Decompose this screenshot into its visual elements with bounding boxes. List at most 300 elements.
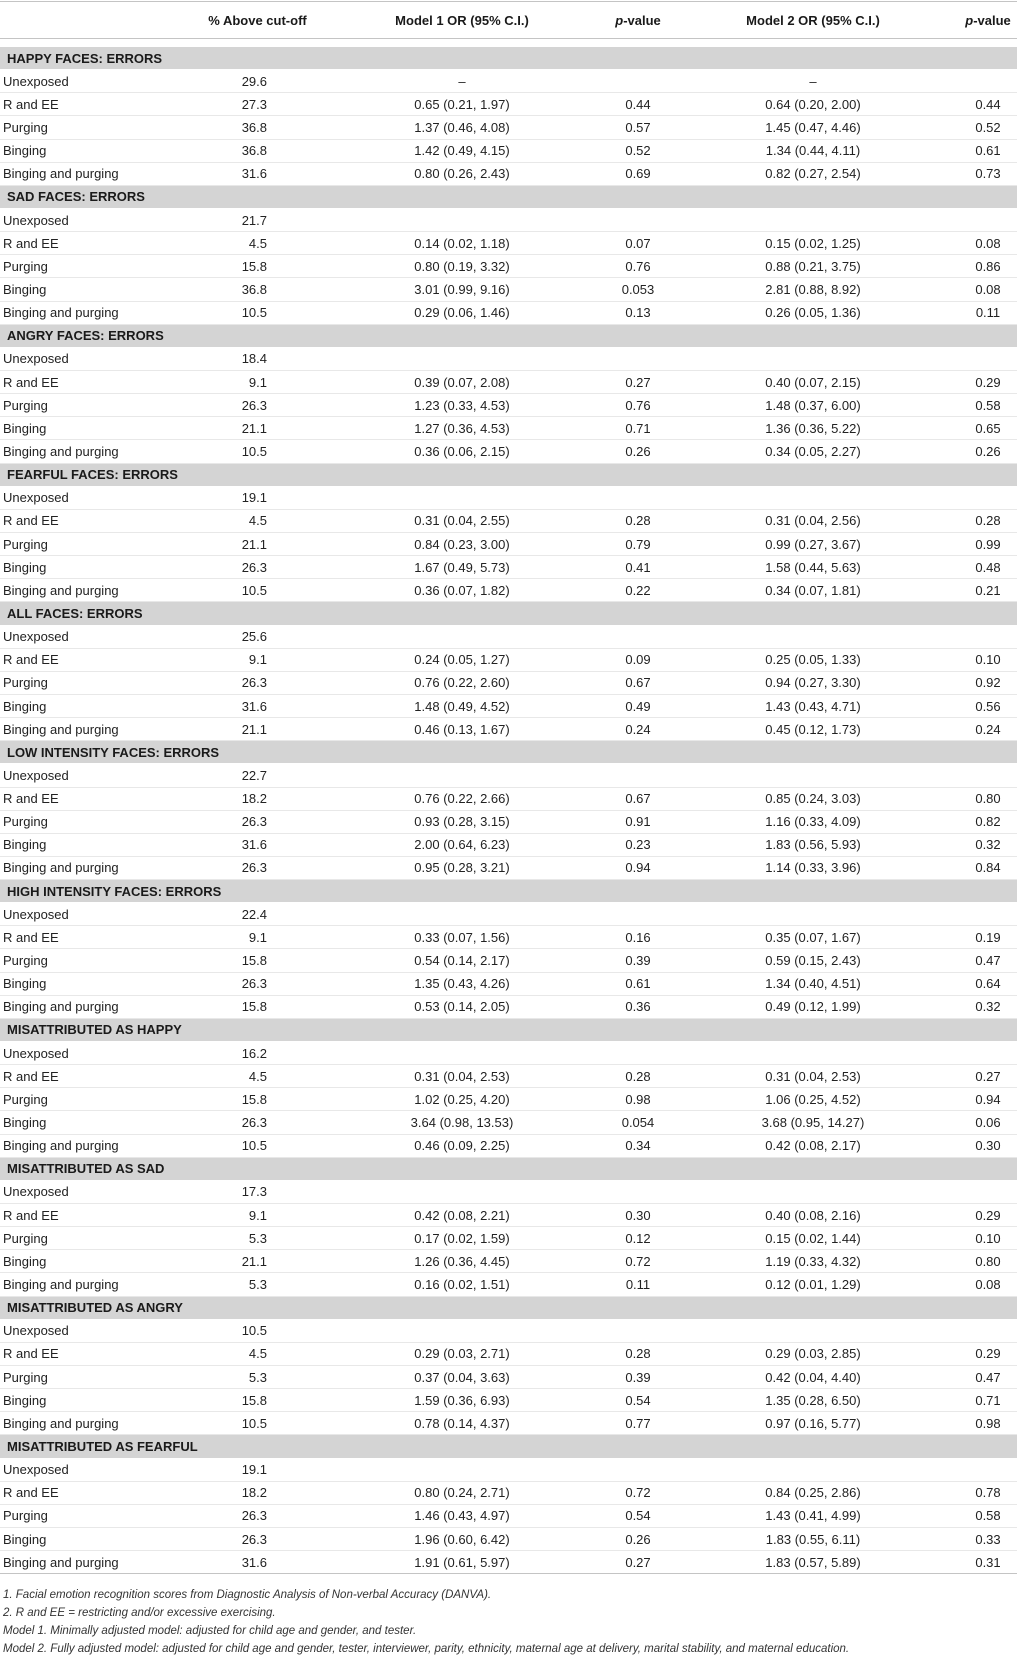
pct-above-cutoff: 10.5 xyxy=(241,582,267,598)
table-row xyxy=(0,70,1017,93)
model2-p-value: 0.32 xyxy=(975,999,1001,1015)
model1-or: 3.64 (0.98, 13.53) xyxy=(410,1115,514,1131)
table-row xyxy=(0,834,1017,857)
pct-above-cutoff: 15.8 xyxy=(241,999,267,1015)
model1-or: 0.76 (0.22, 2.66) xyxy=(414,791,510,807)
group-label: Binging and purging xyxy=(3,443,119,459)
section-header: LOW INTENSITY FACES: ERRORS xyxy=(0,741,1017,764)
model2-or: 1.35 (0.28, 6.50) xyxy=(765,1392,861,1408)
header-model2-p-value xyxy=(959,13,1017,28)
model2-or: 1.06 (0.25, 4.52) xyxy=(765,1091,861,1107)
pct-above-cutoff: 31.6 xyxy=(241,837,267,853)
model2-or: 0.15 (0.02, 1.25) xyxy=(765,235,861,251)
group-label: Binging xyxy=(3,281,47,297)
model1-or: 1.46 (0.43, 4.97) xyxy=(414,1508,510,1524)
pct-above-cutoff: 15.8 xyxy=(241,953,267,969)
table-row xyxy=(0,1088,1017,1111)
pct-above-cutoff: 21.1 xyxy=(241,420,267,436)
model2-or: 0.59 (0.15, 2.43) xyxy=(765,953,861,969)
group-label: Binging and purging xyxy=(3,305,119,321)
model2-p-value: 0.26 xyxy=(975,443,1001,459)
group-label: Binging and purging xyxy=(3,1277,119,1293)
model1-or: 0.93 (0.28, 3.15) xyxy=(414,814,510,830)
pct-above-cutoff: 22.4 xyxy=(241,906,267,922)
group-label: Unexposed xyxy=(3,906,69,922)
table-row xyxy=(0,1551,1017,1574)
model2-or: 0.85 (0.24, 3.03) xyxy=(765,791,861,807)
model2-or: 0.42 (0.08, 2.17) xyxy=(765,1138,861,1154)
model1-p-value: 0.76 xyxy=(625,397,651,413)
model2-or: 0.88 (0.21, 3.75) xyxy=(765,258,861,274)
pct-above-cutoff: 15.8 xyxy=(241,1091,267,1107)
model1-p-value: 0.13 xyxy=(625,305,651,321)
section-header: HIGH INTENSITY FACES: ERRORS xyxy=(0,880,1017,903)
model2-p-value: 0.30 xyxy=(975,1138,1001,1154)
group-label: Binging and purging xyxy=(3,1415,119,1431)
table-row xyxy=(0,1320,1017,1343)
model1-p-value: 0.69 xyxy=(625,166,651,182)
model1-p-value: 0.54 xyxy=(625,1392,651,1408)
pct-above-cutoff: 26.3 xyxy=(241,397,267,413)
table-row xyxy=(0,93,1017,116)
table-row xyxy=(0,209,1017,232)
model2-or: 1.16 (0.33, 4.09) xyxy=(765,814,861,830)
section-header: ALL FACES: ERRORS xyxy=(0,602,1017,625)
model1-p-value: 0.67 xyxy=(625,791,651,807)
model2-p-value: 0.29 xyxy=(975,1346,1001,1362)
model1-p-value: 0.28 xyxy=(625,513,651,529)
model2-p-value: 0.24 xyxy=(975,721,1001,737)
model2-p-value: 0.71 xyxy=(975,1392,1001,1408)
table-row xyxy=(0,1204,1017,1227)
pct-above-cutoff: 26.3 xyxy=(241,1115,267,1131)
pct-above-cutoff: 9.1 xyxy=(248,374,267,390)
model2-p-value: 0.44 xyxy=(975,96,1001,112)
table-row xyxy=(0,487,1017,510)
model2-p-value: 0.11 xyxy=(975,305,1001,321)
model2-or: 1.83 (0.57, 5.89) xyxy=(765,1554,861,1570)
model2-or: 0.31 (0.04, 2.56) xyxy=(765,513,861,529)
group-label: Binging and purging xyxy=(3,582,119,598)
pct-above-cutoff: 36.8 xyxy=(241,281,267,297)
pct-above-cutoff: 25.6 xyxy=(241,629,267,645)
group-label: Purging xyxy=(3,814,48,830)
pct-above-cutoff: 15.8 xyxy=(241,1392,267,1408)
pct-above-cutoff: 31.6 xyxy=(241,698,267,714)
model1-or: 1.37 (0.46, 4.08) xyxy=(414,119,510,135)
model1-p-value: 0.54 xyxy=(625,1508,651,1524)
model2-p-value: 0.08 xyxy=(975,1277,1001,1293)
model2-p-value: 0.08 xyxy=(975,235,1001,251)
model2-p-value: 0.86 xyxy=(975,258,1001,274)
table-row xyxy=(0,232,1017,255)
model2-p-value: 0.06 xyxy=(975,1115,1001,1131)
pct-above-cutoff: 26.3 xyxy=(241,559,267,575)
header-p-rest: -value xyxy=(623,12,661,28)
model1-p-value: 0.053 xyxy=(621,281,655,297)
group-label: Binging and purging xyxy=(3,1554,119,1570)
group-label: Binging xyxy=(3,698,47,714)
group-label: Binging xyxy=(3,1392,47,1408)
table-row xyxy=(0,973,1017,996)
model1-p-value: 0.39 xyxy=(625,953,651,969)
pct-above-cutoff: 18.2 xyxy=(241,1485,267,1501)
group-label: Unexposed xyxy=(3,1045,69,1061)
model1-or: 0.80 (0.19, 3.32) xyxy=(414,258,510,274)
model1-or: 0.46 (0.13, 1.67) xyxy=(414,721,510,737)
group-label: R and EE xyxy=(3,791,59,807)
pct-above-cutoff: 21.1 xyxy=(241,721,267,737)
pct-above-cutoff: 10.5 xyxy=(241,1323,267,1339)
model2-or: 0.35 (0.07, 1.67) xyxy=(765,929,861,945)
pct-above-cutoff: 31.6 xyxy=(241,166,267,182)
table-row xyxy=(0,1181,1017,1204)
model2-p-value: 0.47 xyxy=(975,953,1001,969)
model2-p-value: 0.92 xyxy=(975,675,1001,691)
model2-or: 0.82 (0.27, 2.54) xyxy=(765,166,861,182)
table-row xyxy=(0,163,1017,186)
model1-p-value: 0.79 xyxy=(625,536,651,552)
model1-or: 1.35 (0.43, 4.26) xyxy=(414,976,510,992)
model1-or: 1.59 (0.36, 6.93) xyxy=(414,1392,510,1408)
section-header: ANGRY FACES: ERRORS xyxy=(0,325,1017,348)
table-row xyxy=(0,116,1017,139)
table-row xyxy=(0,302,1017,325)
model2-or: 1.48 (0.37, 6.00) xyxy=(765,397,861,413)
model1-or: 0.37 (0.04, 3.63) xyxy=(414,1369,510,1385)
group-label: R and EE xyxy=(3,1207,59,1223)
group-label: Binging xyxy=(3,420,47,436)
section-header: MISATTRIBUTED AS FEARFUL xyxy=(0,1435,1017,1458)
table-row xyxy=(0,371,1017,394)
group-label: R and EE xyxy=(3,513,59,529)
group-label: Binging xyxy=(3,1531,47,1547)
model2-p-value: 0.47 xyxy=(975,1369,1001,1385)
header-model1-p-value xyxy=(609,13,667,28)
header-p-italic: p xyxy=(615,12,624,28)
model1-or: 2.00 (0.64, 6.23) xyxy=(414,837,510,853)
header-p-italic: p xyxy=(965,12,974,28)
pct-above-cutoff: 4.5 xyxy=(248,235,267,251)
model2-p-value: 0.10 xyxy=(975,652,1001,668)
group-label: Binging xyxy=(3,559,47,575)
group-label: Binging and purging xyxy=(3,166,119,182)
pct-above-cutoff: 4.5 xyxy=(248,1346,267,1362)
model2-or: 0.26 (0.05, 1.36) xyxy=(765,305,861,321)
model2-p-value: 0.80 xyxy=(975,791,1001,807)
group-label: Purging xyxy=(3,1369,48,1385)
group-label: Unexposed xyxy=(3,490,69,506)
pct-above-cutoff: 19.1 xyxy=(241,1462,267,1478)
model1-or: 0.39 (0.07, 2.08) xyxy=(414,374,510,390)
table-row xyxy=(0,1505,1017,1528)
model1-p-value: 0.91 xyxy=(625,814,651,830)
model2-or: 1.58 (0.44, 5.63) xyxy=(765,559,861,575)
model2-p-value: 0.48 xyxy=(975,559,1001,575)
table-row xyxy=(0,1343,1017,1366)
model2-or: 0.45 (0.12, 1.73) xyxy=(765,721,861,737)
table-row xyxy=(0,278,1017,301)
model1-p-value: 0.26 xyxy=(625,443,651,459)
table-row xyxy=(0,926,1017,949)
group-label: R and EE xyxy=(3,929,59,945)
pct-above-cutoff: 5.3 xyxy=(248,1230,267,1246)
pct-above-cutoff: 26.3 xyxy=(241,814,267,830)
table-header xyxy=(0,1,1017,39)
model2-or: 1.83 (0.56, 5.93) xyxy=(765,837,861,853)
model2-or: 1.34 (0.44, 4.11) xyxy=(765,143,861,159)
pct-above-cutoff: 10.5 xyxy=(241,443,267,459)
table-row xyxy=(0,996,1017,1019)
pct-above-cutoff: 27.3 xyxy=(241,96,267,112)
table-row xyxy=(0,1273,1017,1296)
model1-p-value: 0.76 xyxy=(625,258,651,274)
table-row xyxy=(0,649,1017,672)
pct-above-cutoff: 18.2 xyxy=(241,791,267,807)
table-row xyxy=(0,140,1017,163)
table-row xyxy=(0,788,1017,811)
pct-above-cutoff: 5.3 xyxy=(248,1277,267,1293)
model2-or: 0.97 (0.16, 5.77) xyxy=(765,1415,861,1431)
table-row xyxy=(0,1482,1017,1505)
group-label: R and EE xyxy=(3,652,59,668)
model2-p-value: 0.58 xyxy=(975,397,1001,413)
model2-p-value: 0.64 xyxy=(975,976,1001,992)
pct-above-cutoff: 26.3 xyxy=(241,675,267,691)
model1-or: 0.80 (0.26, 2.43) xyxy=(414,166,510,182)
pct-above-cutoff: 26.3 xyxy=(241,860,267,876)
header-model1-or: Model 1 OR (95% C.I.) xyxy=(395,12,529,28)
model1-p-value: 0.12 xyxy=(625,1230,651,1246)
table-row xyxy=(0,626,1017,649)
pct-above-cutoff: 26.3 xyxy=(241,1508,267,1524)
model1-p-value: 0.27 xyxy=(625,374,651,390)
group-label: Purging xyxy=(3,258,48,274)
pct-above-cutoff: 16.2 xyxy=(241,1045,267,1061)
group-label: Binging xyxy=(3,976,47,992)
model2-p-value: 0.52 xyxy=(975,119,1001,135)
group-label: Binging xyxy=(3,1115,47,1131)
model1-p-value: 0.52 xyxy=(625,143,651,159)
model1-or: 0.31 (0.04, 2.53) xyxy=(414,1068,510,1084)
group-label: Unexposed xyxy=(3,212,69,228)
model1-p-value: 0.49 xyxy=(625,698,651,714)
model1-or: 0.36 (0.06, 2.15) xyxy=(414,443,510,459)
model2-p-value: 0.84 xyxy=(975,860,1001,876)
header-gap xyxy=(0,39,1017,47)
group-label: R and EE xyxy=(3,1346,59,1362)
model1-p-value: 0.77 xyxy=(625,1415,651,1431)
group-label: Binging and purging xyxy=(3,860,119,876)
model1-p-value: 0.72 xyxy=(625,1253,651,1269)
table-row xyxy=(0,1366,1017,1389)
section-header: FEARFUL FACES: ERRORS xyxy=(0,464,1017,487)
pct-above-cutoff: 9.1 xyxy=(248,929,267,945)
model1-p-value: 0.61 xyxy=(625,976,651,992)
model1-or: 0.33 (0.07, 1.56) xyxy=(414,929,510,945)
model2-or: 1.83 (0.55, 6.11) xyxy=(765,1531,861,1547)
pct-above-cutoff: 21.1 xyxy=(241,1253,267,1269)
model1-or: 1.23 (0.33, 4.53) xyxy=(414,397,510,413)
model1-or: – xyxy=(458,73,466,89)
model2-or: 0.25 (0.05, 1.33) xyxy=(765,652,861,668)
model1-or: 0.53 (0.14, 2.05) xyxy=(414,999,510,1015)
model2-p-value: 0.29 xyxy=(975,374,1001,390)
model2-p-value: 0.33 xyxy=(975,1531,1001,1547)
model1-or: 1.27 (0.36, 4.53) xyxy=(414,420,510,436)
footnote: 1. Facial emotion recognition scores from Diagnostic Analysis of Non-verbal Accuracy (DANVA). xyxy=(3,1589,492,1602)
model1-p-value: 0.44 xyxy=(625,96,651,112)
results-table xyxy=(0,1,1017,1574)
model1-or: 1.96 (0.60, 6.42) xyxy=(414,1531,510,1547)
group-label: Purging xyxy=(3,119,48,135)
pct-above-cutoff: 22.7 xyxy=(241,767,267,783)
group-label: Purging xyxy=(3,675,48,691)
table-row xyxy=(0,556,1017,579)
table-row xyxy=(0,718,1017,741)
group-label: Binging xyxy=(3,143,47,159)
pct-above-cutoff: 10.5 xyxy=(241,1138,267,1154)
model2-p-value: 0.98 xyxy=(975,1415,1001,1431)
model1-or: 0.65 (0.21, 1.97) xyxy=(414,96,510,112)
header-model2-or: Model 2 OR (95% C.I.) xyxy=(746,12,880,28)
model1-or: 1.67 (0.49, 5.73) xyxy=(414,559,510,575)
model2-p-value: 0.31 xyxy=(975,1554,1001,1570)
model2-p-value: 0.94 xyxy=(975,1091,1001,1107)
model1-or: 0.80 (0.24, 2.71) xyxy=(414,1485,510,1501)
model1-or: 0.29 (0.06, 1.46) xyxy=(414,305,510,321)
model1-p-value: 0.23 xyxy=(625,837,651,853)
footnote: Model 2. Fully adjusted model: adjusted for child age and gender, tester, interviewer, parity, ethnicity, maternal age at delivery, marital stability, and maternal education. xyxy=(3,1643,850,1656)
table-row xyxy=(0,1111,1017,1134)
model1-p-value: 0.09 xyxy=(625,652,651,668)
table-row xyxy=(0,255,1017,278)
section-header: SAD FACES: ERRORS xyxy=(0,186,1017,209)
model2-or: 1.43 (0.43, 4.71) xyxy=(765,698,861,714)
pct-above-cutoff: 4.5 xyxy=(248,513,267,529)
group-label: Purging xyxy=(3,536,48,552)
model2-p-value: 0.08 xyxy=(975,281,1001,297)
model1-p-value: 0.28 xyxy=(625,1068,651,1084)
table-row xyxy=(0,510,1017,533)
model1-or: 0.84 (0.23, 3.00) xyxy=(414,536,510,552)
model1-or: 3.01 (0.99, 9.16) xyxy=(414,281,510,297)
table-row xyxy=(0,394,1017,417)
pct-above-cutoff: 5.3 xyxy=(248,1369,267,1385)
model2-p-value: 0.28 xyxy=(975,513,1001,529)
model1-or: 0.95 (0.28, 3.21) xyxy=(414,860,510,876)
table-row xyxy=(0,857,1017,880)
table-row xyxy=(0,579,1017,602)
model1-or: 1.02 (0.25, 4.20) xyxy=(414,1091,510,1107)
model1-p-value: 0.34 xyxy=(625,1138,651,1154)
model2-p-value: 0.32 xyxy=(975,837,1001,853)
model2-p-value: 0.99 xyxy=(975,536,1001,552)
model2-or: 1.43 (0.41, 4.99) xyxy=(765,1508,861,1524)
model1-p-value: 0.16 xyxy=(625,929,651,945)
section-header: MISATTRIBUTED AS HAPPY xyxy=(0,1019,1017,1042)
model2-or: 0.40 (0.08, 2.16) xyxy=(765,1207,861,1223)
model1-or: 0.29 (0.03, 2.71) xyxy=(414,1346,510,1362)
model2-or: 0.34 (0.05, 2.27) xyxy=(765,443,861,459)
table-row xyxy=(0,764,1017,787)
model2-or: 0.84 (0.25, 2.86) xyxy=(765,1485,861,1501)
model2-p-value: 0.29 xyxy=(975,1207,1001,1223)
model1-p-value: 0.26 xyxy=(625,1531,651,1547)
model1-or: 0.17 (0.02, 1.59) xyxy=(414,1230,510,1246)
model2-p-value: 0.58 xyxy=(975,1508,1001,1524)
pct-above-cutoff: 19.1 xyxy=(241,490,267,506)
table-row xyxy=(0,811,1017,834)
pct-above-cutoff: 26.3 xyxy=(241,1531,267,1547)
model2-or: 0.12 (0.01, 1.29) xyxy=(765,1277,861,1293)
model1-p-value: 0.94 xyxy=(625,860,651,876)
model2-or: 1.19 (0.33, 4.32) xyxy=(765,1253,861,1269)
table-row xyxy=(0,1135,1017,1158)
table-row xyxy=(0,440,1017,463)
group-label: Unexposed xyxy=(3,1184,69,1200)
model1-p-value: 0.054 xyxy=(621,1115,655,1131)
model2-or: 0.64 (0.20, 2.00) xyxy=(765,96,861,112)
model1-or: 1.26 (0.36, 4.45) xyxy=(414,1253,510,1269)
model2-or: 1.45 (0.47, 4.46) xyxy=(765,119,861,135)
pct-above-cutoff: 9.1 xyxy=(248,652,267,668)
group-label: Unexposed xyxy=(3,629,69,645)
model2-p-value: 0.65 xyxy=(975,420,1001,436)
table-row xyxy=(0,695,1017,718)
group-label: Purging xyxy=(3,953,48,969)
table-row xyxy=(0,672,1017,695)
group-label: R and EE xyxy=(3,96,59,112)
table-row xyxy=(0,1227,1017,1250)
table-row xyxy=(0,1412,1017,1435)
group-label: Binging xyxy=(3,1253,47,1269)
model2-p-value: 0.73 xyxy=(975,166,1001,182)
model1-p-value: 0.30 xyxy=(625,1207,651,1223)
group-label: Unexposed xyxy=(3,351,69,367)
pct-above-cutoff: 26.3 xyxy=(241,976,267,992)
model1-p-value: 0.22 xyxy=(625,582,651,598)
model2-or: 1.14 (0.33, 3.96) xyxy=(765,860,861,876)
group-label: Purging xyxy=(3,1508,48,1524)
pct-above-cutoff: 36.8 xyxy=(241,143,267,159)
group-label: Purging xyxy=(3,1091,48,1107)
model2-p-value: 0.80 xyxy=(975,1253,1001,1269)
model2-or: 1.34 (0.40, 4.51) xyxy=(765,976,861,992)
header-p-rest: -value xyxy=(973,12,1011,28)
group-label: Purging xyxy=(3,1230,48,1246)
pct-above-cutoff: 29.6 xyxy=(241,73,267,89)
table-row xyxy=(0,417,1017,440)
model2-or: 0.49 (0.12, 1.99) xyxy=(765,999,861,1015)
model2-p-value: 0.78 xyxy=(975,1485,1001,1501)
table-body xyxy=(0,47,1017,1574)
group-label: Binging xyxy=(3,837,47,853)
model2-or: 0.42 (0.04, 4.40) xyxy=(765,1369,861,1385)
group-label: Unexposed xyxy=(3,767,69,783)
model1-p-value: 0.11 xyxy=(625,1277,651,1293)
pct-above-cutoff: 17.3 xyxy=(241,1184,267,1200)
footnote: Model 1. Minimally adjusted model: adjusted for child age and gender, and tester. xyxy=(3,1625,417,1638)
model1-p-value: 0.67 xyxy=(625,675,651,691)
group-label: Purging xyxy=(3,397,48,413)
group-label: R and EE xyxy=(3,1068,59,1084)
footnote: 2. R and EE = restricting and/or excessive exercising. xyxy=(3,1607,276,1620)
model2-or: 0.31 (0.04, 2.53) xyxy=(765,1068,861,1084)
table-row xyxy=(0,903,1017,926)
model2-or: 0.99 (0.27, 3.67) xyxy=(765,536,861,552)
table-row xyxy=(0,533,1017,556)
